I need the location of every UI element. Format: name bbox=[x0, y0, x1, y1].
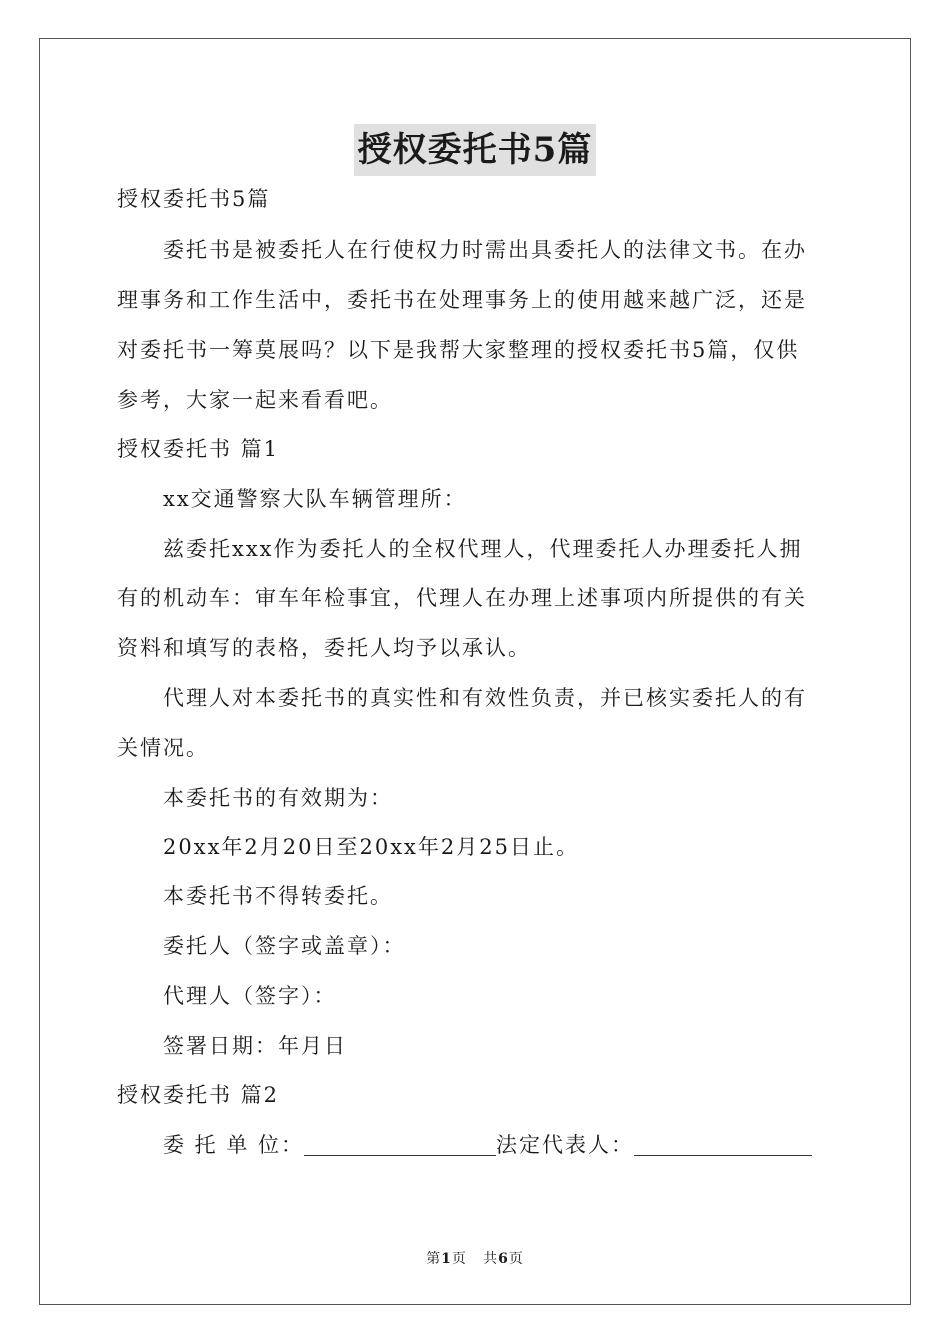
paragraph-line: 关情况。 bbox=[117, 736, 209, 760]
footer-page-number: 1 bbox=[441, 1251, 452, 1267]
paragraph-line: 本委托书不得转委托。 bbox=[163, 884, 393, 908]
form-line bbox=[163, 1130, 843, 1160]
client-unit-label: 委 托 单 位： bbox=[163, 1133, 305, 1157]
page-footer bbox=[0, 1248, 950, 1268]
paragraph-line: 有的机动车：审车年检事宜，代理人在办理上述事项内所提供的有关 bbox=[117, 586, 807, 610]
client-unit-blank bbox=[304, 1133, 496, 1156]
legal-representative-label: 法定代表人： bbox=[496, 1133, 635, 1157]
footer-page-suffix: 页 bbox=[451, 1251, 467, 1267]
paragraph-line: 参考，大家一起来看看吧。 bbox=[117, 388, 393, 412]
document-title: 授权委托书5篇 bbox=[354, 124, 597, 176]
paragraph-line: 兹委托xxx作为委托人的全权代理人，代理委托人办理委托人拥 bbox=[163, 537, 803, 561]
section-heading: 授权委托书 篇1 bbox=[117, 437, 280, 461]
subtitle-line: 授权委托书5篇 bbox=[117, 187, 271, 211]
paragraph-line: 对委托书一筹莫展吗？以下是我帮大家整理的授权委托书5篇，仅供 bbox=[117, 338, 800, 362]
paragraph-line: 理事务和工作生活中，委托书在处理事务上的使用越来越广泛，还是 bbox=[117, 288, 807, 312]
paragraph-line: 资料和填写的表格，委托人均予以承认。 bbox=[117, 636, 531, 660]
paragraph-line: 本委托书的有效期为： bbox=[163, 786, 393, 810]
footer-total-pages: 6 bbox=[498, 1251, 509, 1267]
title-container bbox=[0, 124, 950, 176]
footer-total-prefix: 共 bbox=[483, 1251, 499, 1267]
paragraph-line: 委托书是被委托人在行使权力时需出具委托人的法律文书。在办 bbox=[163, 238, 807, 262]
paragraph-line: xx交通警察大队车辆管理所： bbox=[163, 487, 467, 511]
paragraph-line: 代理人对本委托书的真实性和有效性负责，并已核实委托人的有 bbox=[163, 686, 807, 710]
section-heading: 授权委托书 篇2 bbox=[117, 1083, 280, 1107]
paragraph-line: 委托人（签字或盖章）： bbox=[163, 934, 406, 958]
paragraph-line: 20xx年2月20日至20xx年2月25日止。 bbox=[163, 835, 579, 859]
page-border bbox=[39, 38, 911, 1305]
legal-representative-blank bbox=[634, 1133, 812, 1156]
footer-total-suffix: 页 bbox=[508, 1251, 524, 1267]
paragraph-line: 代理人（签字）： bbox=[163, 984, 337, 1008]
footer-page-prefix: 第 bbox=[426, 1251, 442, 1267]
paragraph-line: 签署日期：年月日 bbox=[163, 1034, 347, 1058]
